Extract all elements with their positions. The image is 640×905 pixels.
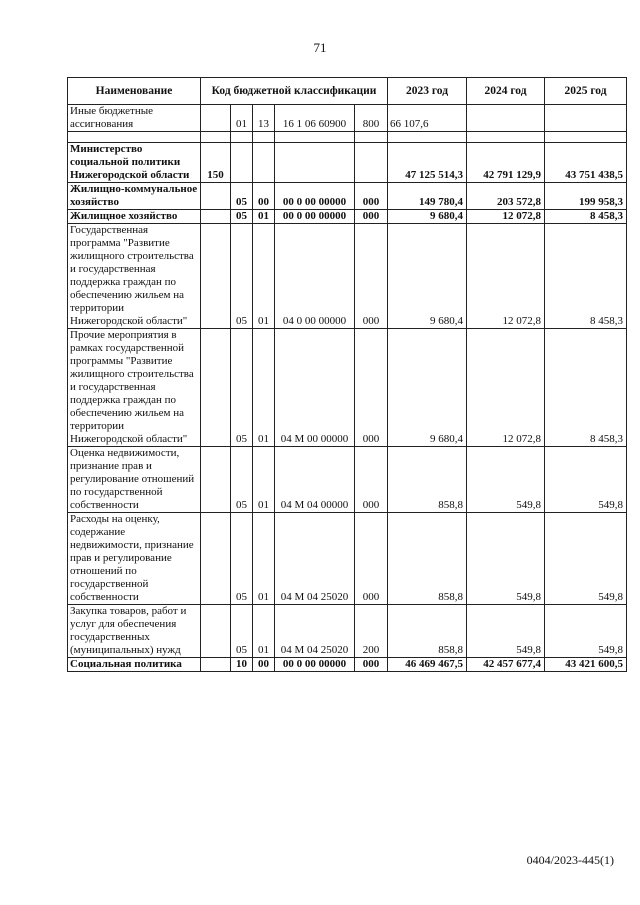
row-value-2025: 549,8	[545, 513, 627, 605]
row-code-subsection: 01	[253, 210, 275, 224]
table-row	[68, 183, 627, 210]
budget-table	[67, 77, 627, 672]
row-value-2024: 549,8	[467, 605, 545, 658]
row-value-2023: 149 780,4	[388, 183, 467, 210]
row-code-ministry	[201, 183, 231, 210]
row-code-section: 10	[231, 658, 253, 672]
header-2023: 2023 год	[388, 78, 467, 105]
row-code-type: 000	[355, 329, 388, 447]
row-code-type: 000	[355, 513, 388, 605]
row-value-2024: 549,8	[467, 447, 545, 513]
row-code-ministry: 150	[201, 143, 231, 183]
table-row	[68, 658, 627, 672]
table-row	[68, 224, 627, 329]
row-name: Жилищно-коммунальное хозяйство	[68, 183, 201, 210]
row-value-2024: 42 457 677,4	[467, 658, 545, 672]
row-name: Социальная политика	[68, 658, 201, 672]
row-code-subsection: 00	[253, 183, 275, 210]
row-value-2024: 203 572,8	[467, 183, 545, 210]
table-row	[68, 329, 627, 447]
row-code-ministry	[201, 605, 231, 658]
table-row	[68, 513, 627, 605]
row-code-subsection: 01	[253, 447, 275, 513]
table-row	[68, 105, 627, 132]
row-code-section: 05	[231, 329, 253, 447]
row-code-ministry	[201, 224, 231, 329]
row-value-2024: 42 791 129,9	[467, 143, 545, 183]
header-code: Код бюджетной классификации	[201, 78, 388, 105]
row-code-type: 000	[355, 658, 388, 672]
row-value-2024	[467, 105, 545, 132]
row-code-subsection: 01	[253, 329, 275, 447]
row-value-2023: 9 680,4	[388, 210, 467, 224]
row-code-subsection: 01	[253, 513, 275, 605]
row-code-subsection: 13	[253, 105, 275, 132]
header-2025: 2025 год	[545, 78, 627, 105]
row-code-target: 00 0 00 00000	[275, 183, 355, 210]
row-value-2023: 9 680,4	[388, 224, 467, 329]
row-code-target	[275, 143, 355, 183]
row-value-2023: 858,8	[388, 605, 467, 658]
row-value-2025: 8 458,3	[545, 210, 627, 224]
row-code-ministry	[201, 105, 231, 132]
row-code-section: 05	[231, 183, 253, 210]
row-code-section: 05	[231, 605, 253, 658]
row-code-ministry	[201, 447, 231, 513]
table-row	[68, 447, 627, 513]
row-value-2023: 46 469 467,5	[388, 658, 467, 672]
row-value-2025: 8 458,3	[545, 224, 627, 329]
table-header-row	[68, 78, 627, 105]
row-code-ministry	[201, 210, 231, 224]
row-code-target: 00 0 00 00000	[275, 658, 355, 672]
row-code-target: 04 0 00 00000	[275, 224, 355, 329]
row-value-2023: 47 125 514,3	[388, 143, 467, 183]
row-code-subsection: 01	[253, 605, 275, 658]
row-code-target: 04 М 04 25020	[275, 513, 355, 605]
row-value-2025: 43 751 438,5	[545, 143, 627, 183]
row-code-section	[231, 143, 253, 183]
row-code-type	[355, 143, 388, 183]
row-code-type: 000	[355, 447, 388, 513]
row-value-2023: 858,8	[388, 447, 467, 513]
row-value-2024: 549,8	[467, 513, 545, 605]
row-value-2025: 199 958,3	[545, 183, 627, 210]
row-value-2023: 858,8	[388, 513, 467, 605]
row-value-2023: 66 107,6	[388, 105, 467, 132]
row-code-type: 000	[355, 210, 388, 224]
row-code-section: 05	[231, 210, 253, 224]
row-value-2024: 12 072,8	[467, 224, 545, 329]
row-value-2025: 549,8	[545, 605, 627, 658]
row-code-ministry	[201, 513, 231, 605]
row-code-type: 200	[355, 605, 388, 658]
row-code-target: 04 М 04 00000	[275, 447, 355, 513]
row-code-section: 05	[231, 513, 253, 605]
row-code-section: 05	[231, 224, 253, 329]
row-code-subsection: 01	[253, 224, 275, 329]
document-number: 0404/2023-445(1)	[526, 853, 614, 867]
row-value-2025	[545, 105, 627, 132]
row-code-ministry	[201, 329, 231, 447]
table-row	[68, 210, 627, 224]
row-code-type: 000	[355, 224, 388, 329]
row-name: Закупка товаров, работ и услуг для обеспечения государственных (муниципальных) нужд	[68, 605, 201, 658]
row-code-subsection: 00	[253, 658, 275, 672]
page-number: 71	[313, 40, 327, 55]
row-name: Оценка недвижимости, признание прав и регулирование отношений по государственной собственности	[68, 447, 201, 513]
header-name: Наименование	[68, 78, 201, 105]
spacer-row	[68, 132, 627, 143]
row-name: Государственная программа "Развитие жилищного строительства и государственная поддержка граждан по обеспечению жильем на территории Нижегородской области"	[68, 224, 201, 329]
row-value-2025: 549,8	[545, 447, 627, 513]
row-name: Жилищное хозяйство	[68, 210, 201, 224]
row-value-2024: 12 072,8	[467, 210, 545, 224]
row-value-2025: 8 458,3	[545, 329, 627, 447]
table-row	[68, 605, 627, 658]
row-name: Министерство социальной политики Нижегородской области	[68, 143, 201, 183]
row-value-2023: 9 680,4	[388, 329, 467, 447]
row-name: Расходы на оценку, содержание недвижимости, признание прав и регулирование отношений по государственной собственности	[68, 513, 201, 605]
table-row	[68, 143, 627, 183]
row-code-section: 05	[231, 447, 253, 513]
row-value-2024: 12 072,8	[467, 329, 545, 447]
row-code-type: 000	[355, 183, 388, 210]
row-code-ministry	[201, 658, 231, 672]
row-code-section: 01	[231, 105, 253, 132]
row-code-target: 00 0 00 00000	[275, 210, 355, 224]
row-value-2025: 43 421 600,5	[545, 658, 627, 672]
row-name: Прочие мероприятия в рамках государственной программы "Развитие жилищного строительства и государственная поддержка граждан по обеспечению жильем на территории Нижегородской области"	[68, 329, 201, 447]
row-code-target: 16 1 06 60900	[275, 105, 355, 132]
row-code-target: 04 М 00 00000	[275, 329, 355, 447]
row-code-subsection	[253, 143, 275, 183]
row-code-target: 04 М 04 25020	[275, 605, 355, 658]
row-name: Иные бюджетные ассигнования	[68, 105, 201, 132]
header-2024: 2024 год	[467, 78, 545, 105]
row-code-type: 800	[355, 105, 388, 132]
